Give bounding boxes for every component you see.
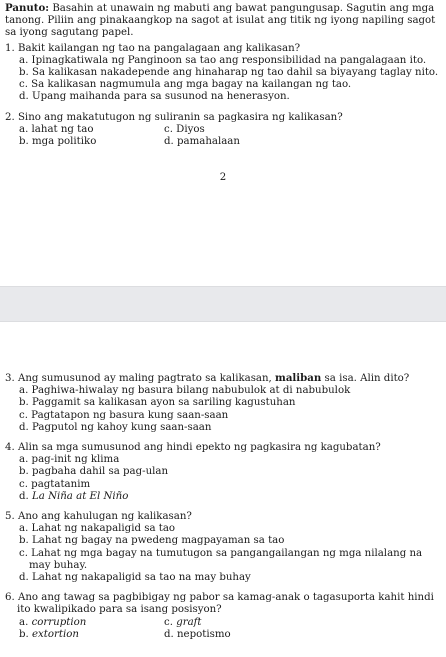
question-text: 5. Ano ang kahulugan ng kalikasan? [5,511,192,523]
option-d: d. Pagputol ng kahoy kung saan-saan [19,421,212,433]
question-text: 1. Bakit kailangan ng tao na pangalagaan ang kalikasan? [5,42,301,54]
question-emphasis: maliban [275,372,322,384]
page-number: 2 [219,172,227,184]
option-a: a. Paghiwa-hiwalay ng basura bilang nabubulok at di nabubulok [19,385,351,397]
question-text-part: 3. Ang sumusunod ay maling pagtrato sa kalikasan, [5,373,276,384]
document-page-1 [0,0,446,286]
option-d: d. Lahat ng nakapaligid sa tao na may buhay [19,572,251,584]
option-text: extortion [32,628,79,640]
option-b: b. Paggamit sa kalikasan ayon sa sariling kagustuhan [19,397,296,409]
document-page-2 [0,322,446,657]
option-c: c. pagtatanim [19,478,91,490]
question-text: 4. Alin sa mga sumusunod ang hindi epekto ng pagkasira ng kagubatan? [5,442,381,454]
option-b: b. mga politiko [19,136,97,148]
instruction-label: Panuto: [5,2,50,14]
question-text: 6. Ano ang tawag sa pagbibigay ng pabor sa kamag-anak o tagasuporta kahit hindi ito kwalipikado para sa isang posisyon? [5,592,434,616]
option-text: La Niña at El Niño [32,490,129,502]
option-prefix: d. [19,490,32,502]
question-text-part: sa isa. Alin dito? [321,373,410,384]
option-d: d. nepotismo [164,628,231,640]
question-6 [5,592,441,641]
option-c: c. Sa kalikasan nagmumula ang mga bagay na kailangan ng tao. [19,79,352,91]
option-prefix: b. [19,628,32,640]
option-prefix: a. [19,616,32,628]
option-prefix: c. [164,616,177,628]
question-4 [5,442,441,503]
question-text [5,372,441,385]
option-d: d. pamahalaan [164,136,240,148]
option-b: b. Sa kalikasan nakadepende ang hinaharap ng tao dahil sa biyayang taglay nito. [19,67,439,79]
option-d: d. Upang maihanda para sa susunod na henerasyon. [19,91,290,103]
option-c [164,617,314,629]
option-b: b. Lahat ng bagay na pwedeng magpayaman sa tao [19,535,285,547]
option-b [19,629,164,641]
option-d [19,491,441,503]
instructions [5,2,441,40]
option-text: corruption [31,616,87,628]
option-text: graft [176,616,202,628]
option-b: b. pagbaha dahil sa pag-ulan [19,466,169,478]
question-1 [5,43,441,104]
option-a: a. Lahat ng nakapaligid sa tao [19,523,176,535]
option-c: c. Diyos [164,123,205,135]
question-text: 2. Sino ang makatutugon ng suliranin sa pagkasira ng kalikasan? [5,111,343,123]
option-c: c. Lahat ng mga bagay na tumutugon sa pangangailangan ng mga nilalang na may buhay. [19,547,423,571]
option-a: a. pag-init ng klima [19,454,120,466]
option-a: a. Ipinagkatiwala ng Panginoon sa tao ang responsibilidad na pangalagaan ito. [19,54,427,66]
option-c: c. Pagtatapon ng basura kung saan-saan [19,409,229,421]
option-a: a. lahat ng tao [19,123,94,135]
question-3 [5,372,441,434]
instruction-text: Basahin at unawain ng mabuti ang bawat pangungusap. Sagutin ang mga tanong. Piliin ang pinakaangkop na sagot at isulat ang titik ng iyong napiling sagot sa iyong sagutang papel. [5,3,436,39]
question-5 [5,511,441,584]
option-a [19,617,164,629]
page-separator [0,286,446,322]
question-2 [5,112,441,149]
